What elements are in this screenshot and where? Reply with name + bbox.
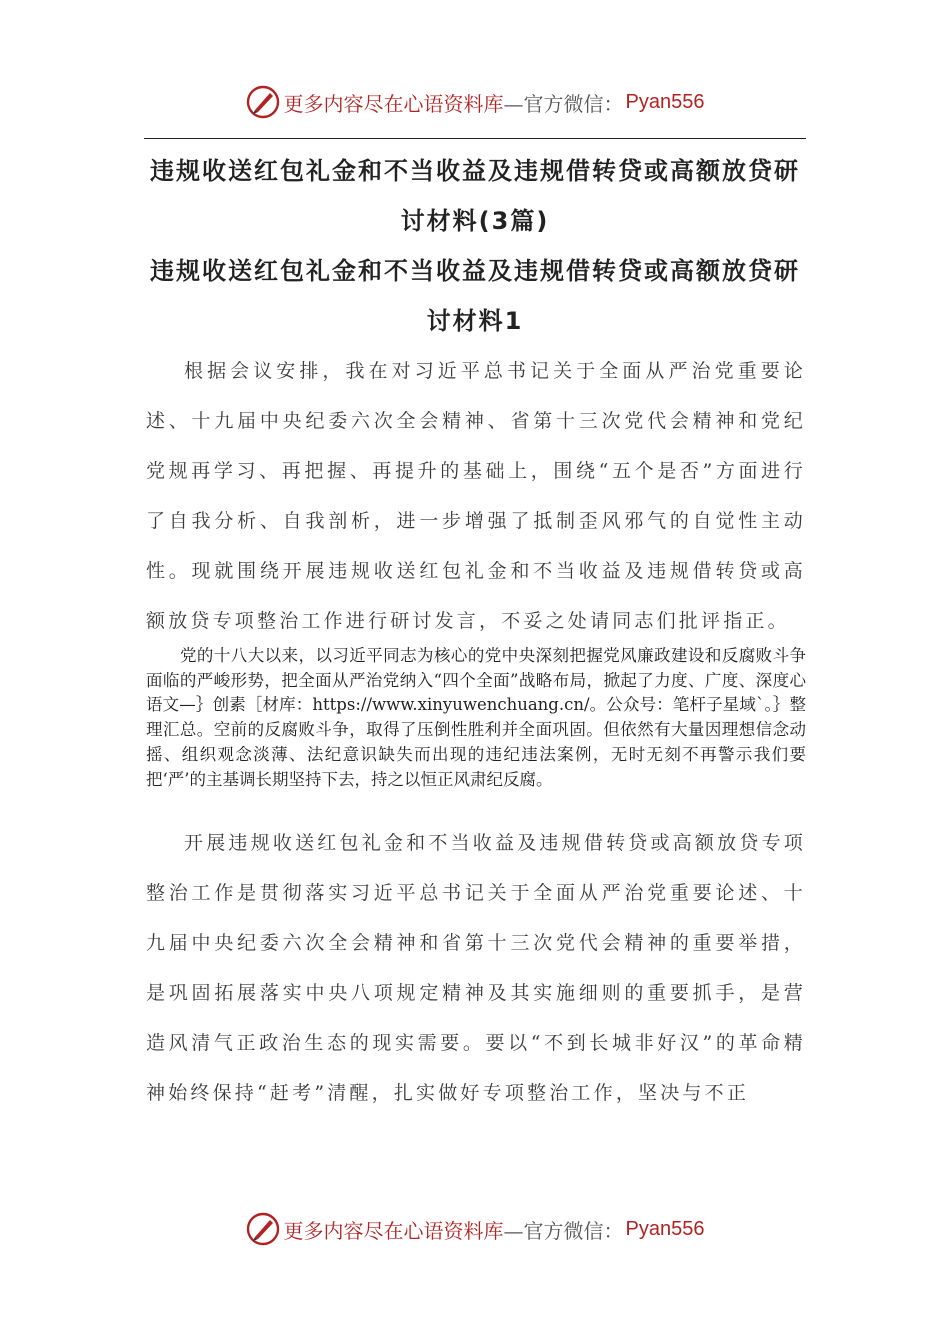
header-banner: [0, 82, 950, 122]
section-title-line-2: 讨材料1: [426, 307, 524, 335]
section-title: [144, 246, 806, 346]
paragraph-context: 党的十八大以来，以习近平同志为核心的党中央深刻把握党风廉政建设和反腐败斗争面临的严峻形势，把全面从严治党纳入“四个全面”战略布局，掀起了力度、广度、深度心语文—｝创素［材库：https://www.xinyuwenchuang.cn/。公众号：笔杆子星域`。｝整理汇总。空前的反腐败斗争，取得了压倒性胜利并全面巩固。但依然有大量因理想信念动摇、组织观念淡薄、法纪意识缺失而出现的违纪违法案例，无时无刻不再警示我们要把‘严’的主基调长期坚持下去，持之以恒正风肃纪反腐。: [146, 646, 806, 789]
footer-banner: [0, 1209, 950, 1249]
banner-wechat-id: Pyan556: [625, 90, 705, 113]
footer-wechat-id: Pyan556: [625, 1217, 705, 1240]
title-line-1: 违规收送红包礼金和不当收益及违规借转贷或高额放贷研: [150, 157, 800, 185]
document-title: [144, 146, 806, 246]
pen-logo-icon: [246, 1212, 280, 1246]
paragraph-intro: 根据会议安排，我在对习近平总书记关于全面从严治党重要论述、十九届中央纪委六次全会精神、省第十三次党代会精神和党纪党规再学习、再把握、再提升的基础上，围绕“五个是否”方面进行了自我分析、自我剖析，进一步增强了抵制歪风邪气的自觉性主动性。现就围绕开展违规收送红包礼金和不当收益及违规借转贷或高额放贷专项整治工作进行研讨发言，不妥之处请同志们批评指正。: [146, 360, 806, 632]
footer-separator: —官方微信：: [503, 1218, 624, 1243]
banner-separator: —官方微信：: [503, 91, 624, 116]
section-title-line-1: 违规收送红包礼金和不当收益及违规借转贷或高额放贷研: [150, 257, 800, 285]
header-divider: [144, 138, 806, 139]
pen-logo-icon: [246, 85, 280, 119]
banner-brand: 更多内容尽在心语资料库: [283, 91, 504, 116]
title-line-2: 讨材料(3篇): [400, 207, 550, 235]
footer-brand: 更多内容尽在心语资料库: [283, 1218, 504, 1243]
paragraph-main: 开展违规收送红包礼金和不当收益及违规借转贷或高额放贷专项整治工作是贯彻落实习近平总书记关于全面从严治党重要论述、十九届中央纪委六次全会精神和省第十三次党代会精神的重要举措，是巩固拓展落实中央八项规定精神及其实施细则的重要抓手，是营造风清气正政治生态的现实需要。要以“不到长城非好汉”的革命精神始终保持“赶考”清醒，扎实做好专项整治工作，坚决与不正: [146, 832, 806, 1104]
